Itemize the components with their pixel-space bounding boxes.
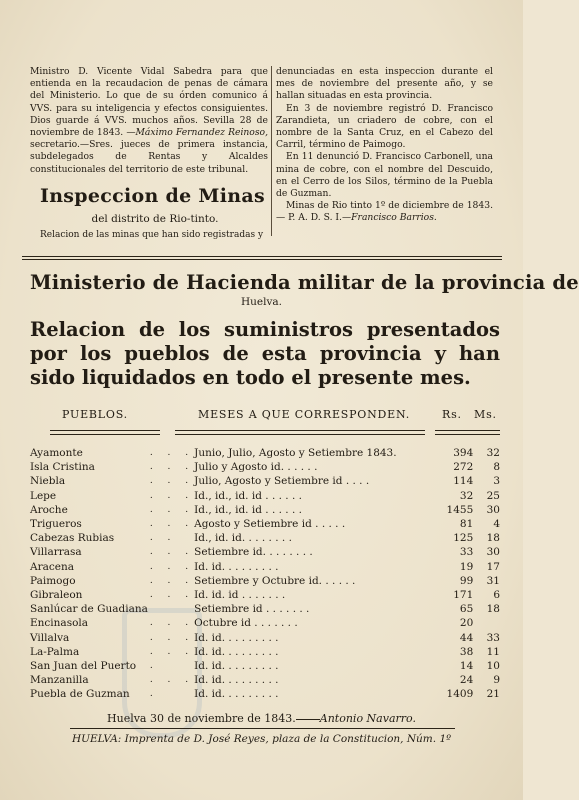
row-reales: 114: [453, 475, 474, 488]
table-row: [30, 659, 500, 673]
row-pueblo: Villalva: [30, 631, 70, 644]
row-meses: Id., id., id. id . . . . . .: [194, 489, 302, 502]
table-row: [30, 517, 500, 531]
row-maravedis: 8: [493, 461, 500, 474]
inspeccion-relacion: Relacion de las minas que han sido registradas y: [40, 230, 264, 240]
row-dots: . . .: [149, 462, 195, 473]
row-meses: Setiembre id . . . . . . .: [194, 603, 310, 616]
row-meses: Julio y Agosto id. . . . . .: [194, 461, 318, 474]
row-reales: 394: [453, 447, 474, 459]
row-dots: . . .: [149, 490, 195, 501]
row-maravedis: 3: [493, 475, 500, 488]
row-pueblo: Ayamonte: [30, 447, 83, 459]
row-pueblo: Cabezas Rubias: [30, 532, 115, 545]
row-dots: . . .: [149, 504, 195, 515]
row-meses: Id., id., id. id . . . . . .: [194, 503, 302, 516]
row-dots: . . .: [149, 476, 195, 487]
row-reales: 32: [459, 489, 474, 502]
row-maravedis: 33: [486, 631, 500, 644]
table-row: [30, 446, 500, 460]
row-maravedis: 30: [486, 503, 500, 516]
row-reales: 20: [459, 617, 474, 630]
inspeccion-subtitle: del distrito de Rio-tinto.: [91, 213, 219, 225]
header-rs: Rs.: [442, 408, 462, 421]
row-dots: .: [149, 689, 159, 700]
row-meses: Agosto y Setiembre id . . . . .: [194, 518, 346, 531]
table-row: [30, 645, 500, 659]
row-dots: . . .: [149, 575, 195, 586]
ministerio-subtitle: Huelva.: [240, 296, 283, 308]
row-reales: 19: [459, 560, 474, 573]
row-pueblo: Gibraleon: [30, 589, 83, 602]
table-row: [30, 474, 500, 488]
row-meses: Setiembre y Octubre id. . . . . .: [194, 574, 356, 587]
row-maravedis: [473, 616, 500, 630]
relacion-title: Relacion de los suministros presentados por los pueblos de esta provincia y han sido liquidados en todo el presente mes.: [30, 318, 500, 389]
supplies-table: [30, 446, 500, 702]
table-row: [30, 574, 500, 588]
row-maravedis: 30: [486, 546, 500, 559]
row-pueblo: Aroche: [30, 503, 68, 516]
table-row: [30, 489, 500, 503]
header-meses: MESES A QUE CORRESPONDEN.: [198, 408, 411, 421]
row-reales: 33: [459, 546, 474, 559]
table-row: [30, 531, 500, 545]
left-closing: secretario.—Sres. jueces de primera instancia, subdelegados de Rentas y Alcaldes constitucionales del territorio de este tribunal.: [30, 139, 268, 175]
row-dots: . . .: [149, 618, 195, 629]
row-reales: 125: [453, 532, 474, 545]
row-pueblo: Sanlúcar de Guadiana: [30, 603, 148, 616]
table-row: [30, 460, 500, 474]
row-meses: Id. id. . . . . . . . .: [194, 688, 279, 701]
row-maravedis: 25: [486, 489, 500, 502]
row-maravedis: 6: [493, 589, 500, 602]
imprenta-line: HUELVA: Imprenta de D. José Reyes, plaza de la Constitucion, Núm. 1º: [71, 733, 452, 745]
footer-signature-line: [0, 712, 523, 725]
right-column: [276, 66, 493, 225]
table-row: [30, 687, 500, 701]
section-separator: [22, 256, 502, 260]
row-reales: 65: [459, 603, 474, 616]
left-signature: Máximo Fernandez Reinoso,: [135, 127, 269, 139]
left-column: Ministro D. Vicente Vidal Sabedra para que entienda en la recaudacion de penas de cámara del Ministerio. Lo que de su órden comunico á VVS. para su inteligencia y efectos consiguientes. Dios guarde á VVS. muchos años. Sevilla 28 de noviembre de 1843. —Máximo Fernandez Reinoso, secretario.—Sres. jueces de primera instancia, subdelegados de Rentas y Alcaldes constitucionales del territorio de este tribunal.: [30, 66, 269, 175]
row-pueblo: San Juan del Puerto: [30, 660, 137, 673]
right-signature: Francisco Barrios.: [351, 212, 437, 224]
table-row: [30, 673, 500, 687]
right-paragraph-4: Minas de Rio tinto 1º de diciembre de 1843.— P. A. D. S. I.—: [276, 200, 493, 224]
row-dots: . . .: [149, 448, 195, 458]
row-maravedis: 32: [486, 447, 500, 459]
row-pueblo: Encinasola: [30, 617, 89, 630]
row-reales: 24: [459, 674, 474, 687]
inspeccion-title: Inspeccion de Minas: [40, 185, 265, 207]
row-dots: [150, 602, 194, 616]
row-reales: 171: [453, 589, 474, 602]
table-row: [30, 503, 500, 517]
row-maravedis: 31: [486, 574, 500, 587]
left-paragraph: Ministro D. Vicente Vidal Sabedra para que entienda en la recaudacion de penas de cámara del Ministerio. Lo que de su órden comunico á VVS. para su inteligencia y efectos consiguientes. Dios guarde á VVS. muchos años. Sevilla 28 de noviembre de 1843.: [30, 66, 268, 139]
row-maravedis: 21: [486, 688, 500, 701]
header-rule-meses: [175, 430, 425, 435]
table-row: [30, 560, 500, 574]
right-paragraph-2: En 3 de noviembre registró D. Francisco Zarandieta, un criadero de cobre, con el nombre de la Santa Cruz, en el Cabezo del Carril, término de Paimogo.: [276, 102, 493, 151]
row-meses: Id. id. . . . . . . . .: [194, 645, 279, 658]
row-meses: Id. id. . . . . . . . .: [194, 674, 279, 687]
row-pueblo: Aracena: [30, 560, 74, 573]
header-ms: Ms.: [474, 408, 497, 421]
row-reales: 1455: [446, 503, 474, 516]
row-reales: 272: [453, 461, 474, 474]
right-paragraph-1: denunciadas en esta inspeccion durante el mes de noviembre del presente año, y se hallan situadas en esta provincia.: [276, 66, 493, 102]
row-reales: 81: [459, 518, 474, 531]
header-rule-pueblos: [50, 430, 160, 435]
row-dots: . . .: [149, 590, 195, 601]
row-pueblo: La-Palma: [30, 645, 80, 658]
row-maravedis: 11: [486, 645, 500, 658]
row-reales: 44: [459, 631, 474, 644]
header-rule-amount: [435, 430, 500, 435]
row-maravedis: 4: [493, 518, 500, 531]
row-reales: 1409: [446, 688, 474, 701]
row-meses: Id. id. . . . . . . . .: [194, 560, 279, 573]
table-row: [30, 602, 500, 616]
row-pueblo: Villarrasa: [30, 546, 82, 559]
table-row: [30, 545, 500, 559]
row-pueblo: Paimogo: [30, 574, 76, 587]
row-meses: Junio, Julio, Agosto y Setiembre 1843.: [194, 447, 397, 459]
row-reales: 99: [459, 574, 474, 587]
row-pueblo: Trigueros: [30, 518, 82, 531]
row-dots: . . .: [149, 547, 195, 558]
row-dots: . . .: [149, 646, 195, 657]
row-maravedis: 18: [486, 603, 500, 616]
row-meses: Id., id. id. . . . . . . .: [194, 532, 292, 545]
row-reales: 38: [459, 645, 474, 658]
row-meses: Id. id. . . . . . . . .: [194, 631, 279, 644]
table-row: [30, 588, 500, 602]
row-maravedis: 17: [486, 560, 500, 573]
footer-signer: Antonio Navarro.: [319, 712, 416, 725]
row-meses: Julio, Agosto y Setiembre id . . . .: [194, 475, 370, 488]
row-pueblo: Niebla: [30, 475, 66, 488]
row-maravedis: 18: [486, 532, 500, 545]
table-row: [30, 616, 500, 630]
row-dots: . . .: [149, 519, 195, 530]
row-pueblo: Puebla de Guzman: [30, 688, 130, 701]
row-meses: Setiembre id. . . . . . . .: [194, 546, 313, 559]
row-dots: . . .: [149, 632, 195, 643]
imprenta-rule: [70, 728, 455, 729]
header-pueblos: PUEBLOS.: [62, 408, 128, 421]
row-dots: . . .: [149, 675, 195, 686]
row-maravedis: 10: [486, 660, 500, 673]
row-dots: .: [149, 661, 159, 672]
footer-place-date: Huelva 30 de noviembre de 1843.: [107, 712, 296, 725]
row-reales: 14: [459, 660, 474, 673]
column-divider: [271, 66, 272, 236]
row-dots: . . .: [149, 561, 195, 572]
right-paragraph-3: En 11 denunció D. Francisco Carbonell, una mina de cobre, con el nombre del Descuido, en el Cerro de los Silos, término de la Puebla de Guzman.: [276, 151, 493, 200]
row-meses: Octubre id . . . . . . .: [194, 617, 298, 630]
row-pueblo: Lepe: [30, 489, 57, 502]
ministerio-title: Ministerio de Hacienda militar de la provincia de: [30, 271, 579, 294]
row-meses: Id. id. id . . . . . . .: [194, 589, 286, 602]
row-pueblo: Isla Cristina: [30, 461, 95, 474]
row-maravedis: 9: [493, 674, 500, 687]
row-meses: Id. id. . . . . . . . .: [194, 660, 279, 673]
row-pueblo: Manzanilla: [30, 674, 89, 687]
row-dots: . .: [149, 533, 177, 544]
table-row: [30, 631, 500, 645]
